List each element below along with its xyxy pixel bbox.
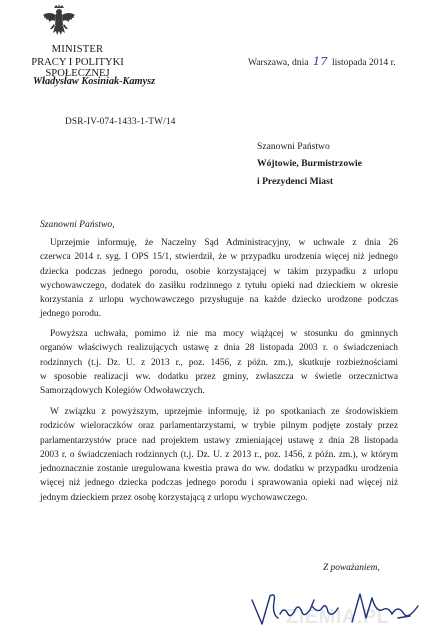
date-line: [248, 54, 396, 68]
reference-number: DSR-IV-074-1433-1-TW/14: [65, 117, 176, 127]
text-line: W związku z powyższym, uprzejmie informuję, iż po spotkaniach ze środowiskiem: [50, 407, 398, 417]
text-line: więcej niż jednego dziecka podczas jednego porodu i sprawowania opieki nad więcej niż: [40, 478, 398, 489]
ministry-title-line1: MINISTER: [51, 44, 104, 55]
addressee-line1: Szanowni Państwo: [257, 141, 330, 152]
text-line: czerwca 2014 r. syg. I OPS 15/1, stwierdził, że w przypadku urodzenia więcej niż jednego: [40, 252, 398, 263]
watermark: ZIEMIA.PL: [286, 606, 390, 628]
text-line: parlamentarzystów prace nad projektem ustawy zmieniającej ustawę z dnia 28 listopada: [40, 435, 398, 446]
text-line: organów właściwych realizujących ustawę z dnia 28 listopada 2003 r. o świadczeniach: [40, 343, 398, 354]
salutation: Szanowni Państwo,: [40, 219, 115, 230]
text-line: jednoznacznie zostanie uregulowana kwestia prawa do ww. dodatku w przypadku urodzenia: [40, 464, 398, 475]
closing: Z poważaniem,: [323, 563, 380, 573]
text-line: 2003 r. o świadczeniach rodzinnych (t.j. Dz. U. z 2013 r., poz. 1456, z późn. zm.), w którym: [40, 449, 398, 460]
paragraph-3: [40, 405, 398, 505]
text-line: jednego porodu.: [40, 309, 101, 320]
addressee-line2: Wójtowie, Burmistrzowie: [257, 158, 362, 169]
addressee-line3: i Prezydenci Miast: [257, 176, 334, 187]
text-line: jednym dzieckiem przez osobę korzystającą z urlopu wychowawczego.: [40, 492, 308, 503]
paragraph-1: [40, 236, 398, 322]
text-line: Powyższa uchwała, pomimo iż nie ma mocy wiążącej w stosunku do gminnych: [50, 329, 398, 339]
date-suffix: listopada 2014 r.: [331, 57, 396, 68]
ministry-title-line2: PRACY I POLITYKI SPOŁECZNEJ: [31, 57, 124, 79]
text-line: wychowawczego, dodatek do zasiłku rodzinnego z tytułu opieki nad dzieckiem w okresie: [40, 280, 398, 291]
text-line: Samorządowych Kolegiów Odwoławczych.: [40, 386, 205, 397]
date-prefix: Warszawa, dnia: [248, 57, 309, 68]
text-line: rodziców wieloraczków oraz parlamentarzystami, w trybie pilnym podjęte zostały przez: [40, 421, 398, 432]
text-line: korzystania z urlopu wychowawczego przysługuje na każde dziecko urodzone podczas: [40, 295, 398, 306]
minister-name: Władysław Kosiniak-Kamysz: [33, 76, 156, 87]
polish-eagle-emblem-icon: [39, 3, 79, 43]
text-line: w sposobie realizacji ww. dodatku przez gminy, zwłaszcza w świetle orzecznictwa: [40, 371, 398, 382]
handwritten-signature-icon: [248, 588, 428, 632]
date-day-handwritten: 17: [312, 54, 328, 68]
text-line: Uprzejmie informuję, że Naczelny Sąd Administracyjny, w uchwale z dnia 26: [50, 238, 398, 248]
text-line: dziecka podczas jednego porodu, osobie korzystającej w takim przypadku z urlopu: [40, 266, 398, 277]
text-line: rodzinnych (t.j. Dz. U. z 2013 r., poz. 1456, z późn. zm.), skutkuje rozbieżnościami: [40, 357, 398, 368]
paragraph-2: [40, 327, 398, 398]
